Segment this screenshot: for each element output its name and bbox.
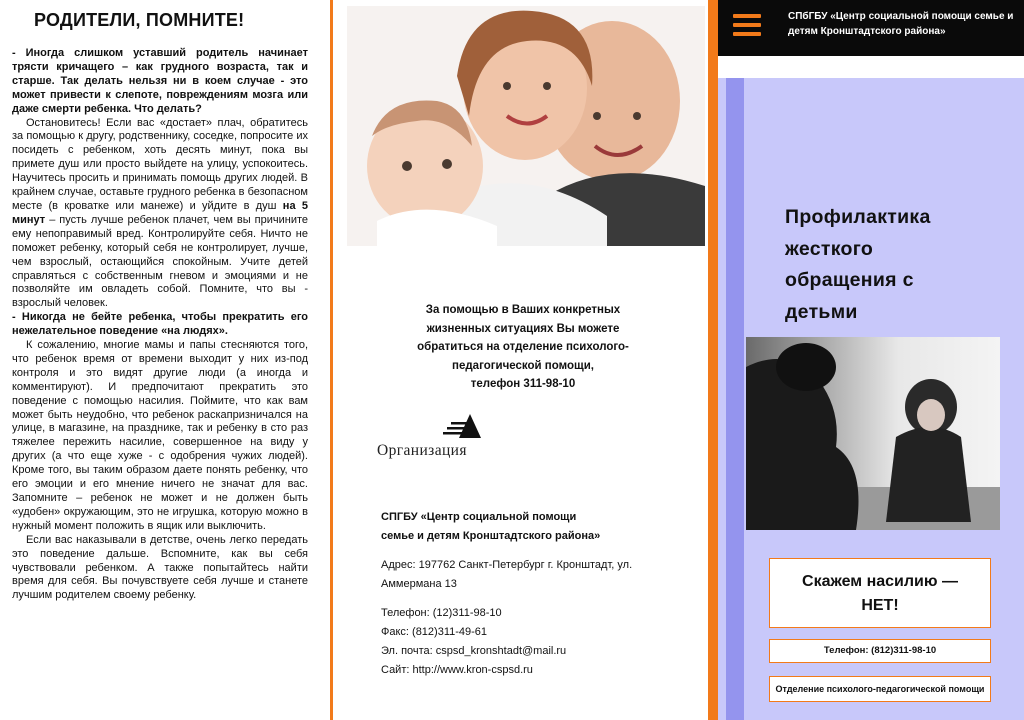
brochure-title: Профилактика жесткого обращения с детьми [785,206,931,323]
left-title: РОДИТЕЛИ, ПОМНИТЕ! [34,10,245,30]
frightened-child-illustration [746,337,1000,530]
left-body-text [12,47,308,603]
address: Адрес: 197762 Санкт-Петербург г. Кронштадт, ул. Аммермана 13 [381,559,633,590]
cover-column [718,0,1024,720]
department-box: Отделение психолого-педагогической помощи [769,676,991,702]
organization-logo-text: Организация [377,442,467,459]
fax-text: Факс: (812)311-49-61 [381,626,488,638]
slogan-box: Скажем насилию — НЕТ! [769,558,991,628]
family-photo-illustration [347,6,705,246]
warning-hitting: - Никогда не бейте ребенка, чтобы прекратить его нежелательное поведение «на людях». [12,311,308,338]
menu-icon[interactable] [733,14,761,38]
left-column [0,0,330,720]
middle-column [333,0,718,720]
public-behaviour-paragraph: К сожалению, многие мамы и папы стесняются того, что ребенок время от времени выходит у них из-под контроля и это видят другие люди (а иногда и комментируют). И предпочитают прекратить это поведение с помощью насилия. Поймите, что как вам может быть неудобно, что ребенок раскапризничался на улице, в магазине, на празднике, так и ребенку в сто раз тяжелее пережить насилие, совершенное на виду у других (а что еще хуже - с одобрения чужих людей). Кроме того, вы таким образом даете понять ребенку, что его эмоции и его мнение ничего не значат для вас. Запомните – ребенок не может и не должен быть «удобен» окружающим, это не игрушка, которую можно в нужный момент положить в ящик или выключить. [12,339,308,532]
email-link[interactable]: Эл. почта: cspsd_kronshtadt@mail.ru [381,645,567,657]
help-text: За помощью в Ваших конкретных жизненных ситуациях Вы можете обратиться на отделение психолого- педагогической помощи, телефон 311-98-10 [417,304,629,390]
phone-box: Телефон: (812)311-98-10 [769,639,991,663]
website-link[interactable]: Сайт: http://www.kron-cspsd.ru [381,664,533,676]
org-name: СПГБУ «Центр социальной помощи семье и детям Кронштадтского района» [381,511,601,542]
family-photo [347,6,705,246]
side-stripe [726,78,744,720]
phone-text: Телефон: (12)311-98-10 [381,607,502,619]
header-org-name: СПбГБУ «Центр социальной помощи семье и детям Кронштадтского района» [788,11,1014,37]
header-spacer [718,56,1024,78]
advice-paragraph: Остановитесь! Если вас «достает» плач, обратитесь за помощью к другу, родственнику, соседке, попросите их посидеть с ребенком, хоть десять минут, пока вы примете душ или просто выйдете на улицу, успокоитесь. Научитесь просить и принимать помощь других людей. В крайнем случае, оставьте грудного ребенка в безопасном месте (в кроватке или манеже) и уйдите в душ на 5 минут – пусть лучше ребенок плачет, чем вы причините ему непоправимый вред. Контролируйте себя. Ничто не поможет ребенку, который себя не контролирует, лучше, чем взрослый, остающийся спокойным. Учите детей справляться с собственным гневом и эмоциями и не позволяйте им овладеть собой. Помните, что вы - взрослый человек. [12,116,308,310]
cover-photo [746,337,1000,530]
childhood-paragraph: Если вас наказывали в детстве, очень легко передать это поведение дальше. Вспомните, как вы себя чувствовали ребенком. А также попытайтесь найти время для себя. Вы почувствуете себя лучше и станете лучшим родителем своему ребенку. [12,533,308,602]
cover-header [718,0,1024,56]
contacts-block [381,508,701,680]
warning-shaking: - Иногда слишком уставший родитель начинает трясти кричащего – как грудного возраста, так и старше. Так делать нельзя ни в коем случае - это может привести к слепоте, повреждениям мозга или даже смерти ребенка. Что делать? [12,47,308,115]
middle-divider [708,0,718,720]
